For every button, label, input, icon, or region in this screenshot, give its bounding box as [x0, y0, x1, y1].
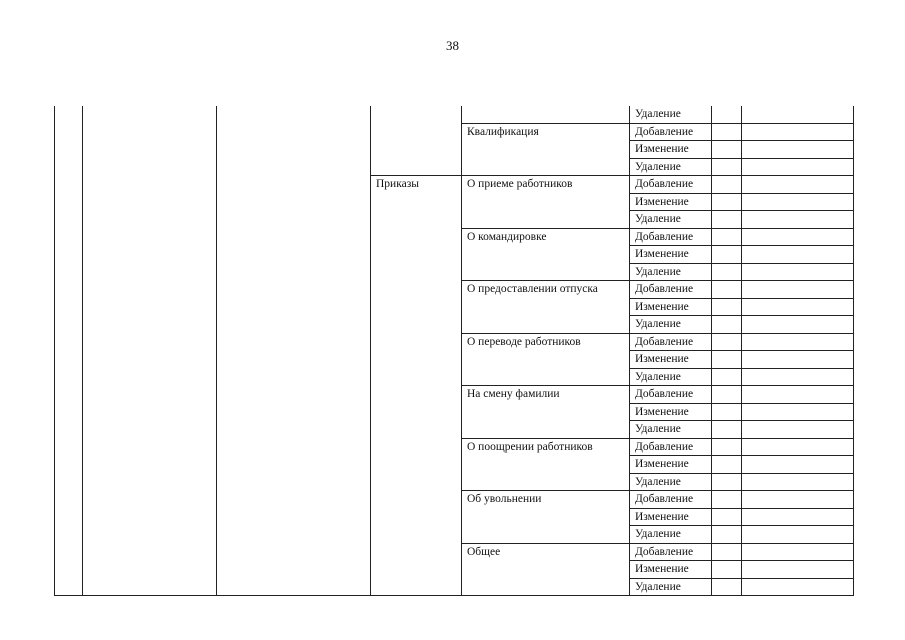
value-cell	[742, 228, 854, 246]
access-rights-table	[54, 106, 854, 596]
entity-name: О приеме работников	[462, 176, 630, 229]
operation-name: Удаление	[630, 368, 712, 386]
entity-name: Общее	[462, 543, 630, 596]
value-cell	[742, 333, 854, 351]
value-cell	[742, 281, 854, 299]
operation-name: Изменение	[630, 403, 712, 421]
flag-cell	[712, 193, 742, 211]
value-cell	[742, 246, 854, 264]
flag-cell	[712, 316, 742, 334]
value-cell	[742, 176, 854, 194]
operation-name: Добавление	[630, 333, 712, 351]
page-number: 38	[446, 38, 459, 53]
value-cell	[742, 141, 854, 159]
flag-cell	[712, 438, 742, 456]
flag-cell	[712, 158, 742, 176]
flag-cell	[712, 578, 742, 596]
entity-name: Квалификация	[462, 123, 630, 176]
value-cell	[742, 123, 854, 141]
flag-cell	[712, 351, 742, 369]
value-cell	[742, 438, 854, 456]
table-row	[55, 106, 854, 123]
value-cell	[742, 211, 854, 229]
value-cell	[742, 106, 854, 123]
col-2-cell	[83, 106, 217, 596]
col-4-cell	[371, 106, 462, 176]
entity-name: О поощрении работников	[462, 438, 630, 491]
value-cell	[742, 193, 854, 211]
flag-cell	[712, 508, 742, 526]
value-cell	[742, 561, 854, 579]
operation-name: Добавление	[630, 438, 712, 456]
flag-cell	[712, 228, 742, 246]
flag-cell	[712, 246, 742, 264]
operation-name: Добавление	[630, 228, 712, 246]
operation-name: Удаление	[630, 526, 712, 544]
value-cell	[742, 456, 854, 474]
operation-name: Удаление	[630, 316, 712, 334]
col-1-cell	[55, 106, 83, 596]
flag-cell	[712, 543, 742, 561]
value-cell	[742, 543, 854, 561]
operation-name: Удаление	[630, 106, 712, 123]
operation-name: Добавление	[630, 491, 712, 509]
operation-name: Изменение	[630, 508, 712, 526]
entity-name	[462, 106, 630, 123]
flag-cell	[712, 333, 742, 351]
operation-name: Изменение	[630, 298, 712, 316]
operation-name: Добавление	[630, 543, 712, 561]
entity-name: Об увольнении	[462, 491, 630, 544]
operation-name: Удаление	[630, 211, 712, 229]
entity-name: О предоставлении отпуска	[462, 281, 630, 334]
value-cell	[742, 578, 854, 596]
operation-name: Добавление	[630, 386, 712, 404]
operation-name: Добавление	[630, 176, 712, 194]
flag-cell	[712, 561, 742, 579]
flag-cell	[712, 298, 742, 316]
value-cell	[742, 158, 854, 176]
flag-cell	[712, 106, 742, 123]
value-cell	[742, 508, 854, 526]
operation-name: Добавление	[630, 281, 712, 299]
value-cell	[742, 368, 854, 386]
operation-name: Изменение	[630, 141, 712, 159]
flag-cell	[712, 176, 742, 194]
flag-cell	[712, 141, 742, 159]
flag-cell	[712, 526, 742, 544]
value-cell	[742, 263, 854, 281]
entity-name: О командировке	[462, 228, 630, 281]
operation-name: Удаление	[630, 421, 712, 439]
col-3-cell	[217, 106, 371, 596]
entity-name: На смену фамилии	[462, 386, 630, 439]
value-cell	[742, 351, 854, 369]
value-cell	[742, 491, 854, 509]
flag-cell	[712, 403, 742, 421]
value-cell	[742, 473, 854, 491]
operation-name: Изменение	[630, 561, 712, 579]
value-cell	[742, 316, 854, 334]
operation-name: Добавление	[630, 123, 712, 141]
value-cell	[742, 403, 854, 421]
flag-cell	[712, 456, 742, 474]
operation-name: Удаление	[630, 158, 712, 176]
operation-name: Удаление	[630, 473, 712, 491]
flag-cell	[712, 386, 742, 404]
operation-name: Удаление	[630, 263, 712, 281]
flag-cell	[712, 421, 742, 439]
operation-name: Изменение	[630, 246, 712, 264]
value-cell	[742, 298, 854, 316]
flag-cell	[712, 491, 742, 509]
flag-cell	[712, 263, 742, 281]
flag-cell	[712, 473, 742, 491]
flag-cell	[712, 368, 742, 386]
value-cell	[742, 421, 854, 439]
flag-cell	[712, 123, 742, 141]
value-cell	[742, 386, 854, 404]
operation-name: Удаление	[630, 578, 712, 596]
section-label: Приказы	[371, 176, 462, 596]
operation-name: Изменение	[630, 351, 712, 369]
flag-cell	[712, 281, 742, 299]
flag-cell	[712, 211, 742, 229]
value-cell	[742, 526, 854, 544]
table-body	[55, 106, 854, 596]
operation-name: Изменение	[630, 193, 712, 211]
operation-name: Изменение	[630, 456, 712, 474]
entity-name: О переводе работников	[462, 333, 630, 386]
